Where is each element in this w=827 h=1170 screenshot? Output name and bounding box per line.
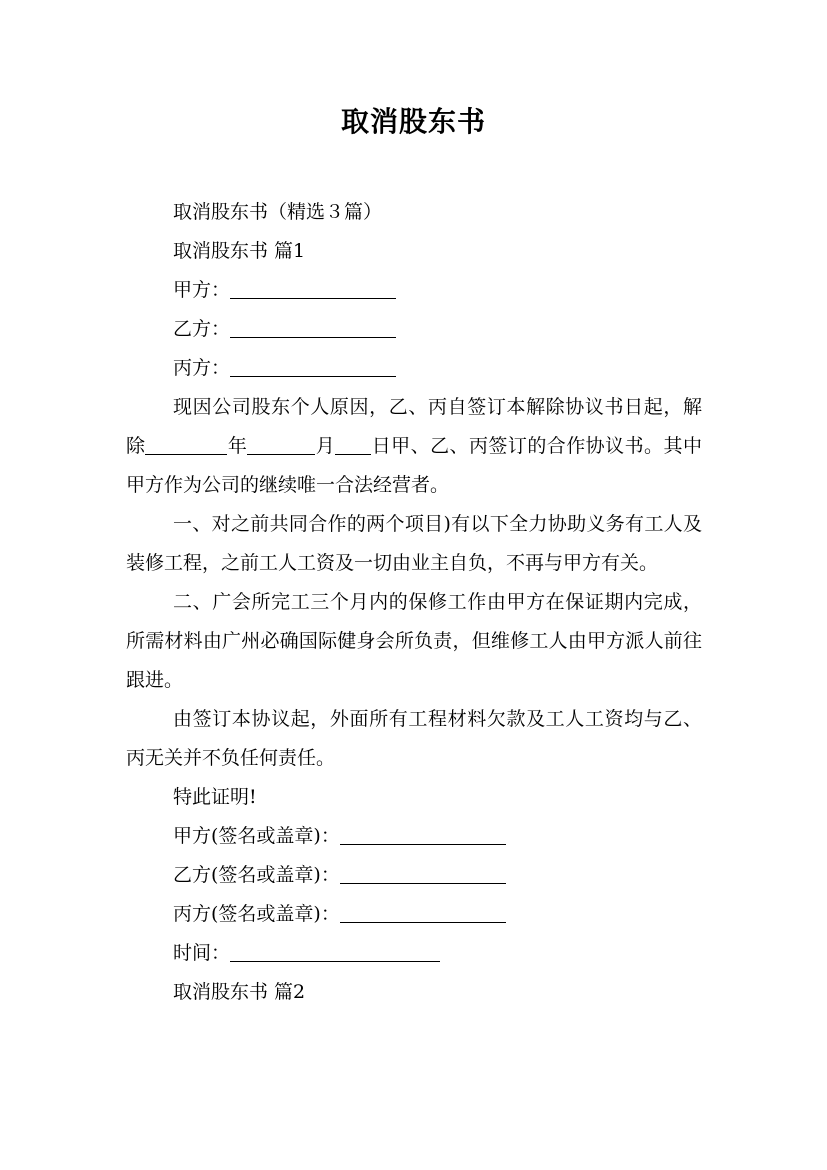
day-blank bbox=[335, 453, 371, 455]
sign-b-blank bbox=[340, 882, 506, 884]
sign-c-blank bbox=[340, 921, 506, 923]
party-b-blank bbox=[230, 336, 396, 338]
certify-line: 特此证明! bbox=[173, 786, 257, 808]
section1-heading: 取消股东书 篇1 bbox=[173, 240, 306, 262]
paragraph-liability: 由签订本协议起，外面所有工程材料欠款及工人工资均与乙、丙无关并不负任何责任。 bbox=[126, 708, 702, 769]
date-line bbox=[126, 934, 702, 973]
sign-c-label: 丙方(签名或盖章)： bbox=[173, 903, 340, 925]
intro-line: 取消股东书（精选３篇） bbox=[173, 201, 383, 223]
paragraph-termination bbox=[126, 388, 702, 505]
paragraph-clause-2: 二、广会所完工三个月内的保修工作由甲方在保证期内完成，所需材料由广州必确国际健身会所负责，但维修工人由甲方派人前往跟进。 bbox=[126, 591, 702, 691]
date-label: 时间： bbox=[173, 942, 231, 964]
sign-a-blank bbox=[340, 843, 506, 845]
party-c-label: 丙方： bbox=[173, 357, 231, 379]
p1-rest: 日甲、乙、丙签订的合作协议书。其中甲方作为公司的继续唯一合法经营者。 bbox=[126, 435, 702, 496]
sign-b-line bbox=[126, 856, 702, 895]
section2-heading: 取消股东书 篇2 bbox=[173, 981, 306, 1003]
party-a-label: 甲方： bbox=[173, 279, 231, 301]
party-c-line bbox=[126, 349, 702, 388]
party-a-blank bbox=[230, 297, 396, 299]
sign-c-line bbox=[126, 895, 702, 934]
document-body bbox=[126, 193, 702, 1012]
p1-text: 现因公司股东个人原因，乙、丙自签订本解除协议书日起，解除 bbox=[126, 396, 702, 457]
document-title: 取消股东书 bbox=[340, 105, 486, 138]
year-label: 年 bbox=[227, 435, 248, 457]
sign-b-label: 乙方(签名或盖章)： bbox=[173, 864, 340, 886]
paragraph-clause-1: 一、对之前共同合作的两个项目)有以下全力协助义务有工人及装修工程，之前工人工资及一切由业主自负，不再与甲方有关。 bbox=[126, 513, 702, 574]
party-c-blank bbox=[230, 375, 396, 377]
sign-a-line bbox=[126, 817, 702, 856]
party-b-label: 乙方： bbox=[173, 318, 231, 340]
sign-a-label: 甲方(签名或盖章)： bbox=[173, 825, 340, 847]
date-blank bbox=[230, 960, 440, 962]
month-blank bbox=[247, 453, 315, 455]
party-b-line bbox=[126, 310, 702, 349]
year-blank bbox=[145, 453, 227, 455]
party-a-line bbox=[126, 271, 702, 310]
month-label: 月 bbox=[315, 435, 336, 457]
